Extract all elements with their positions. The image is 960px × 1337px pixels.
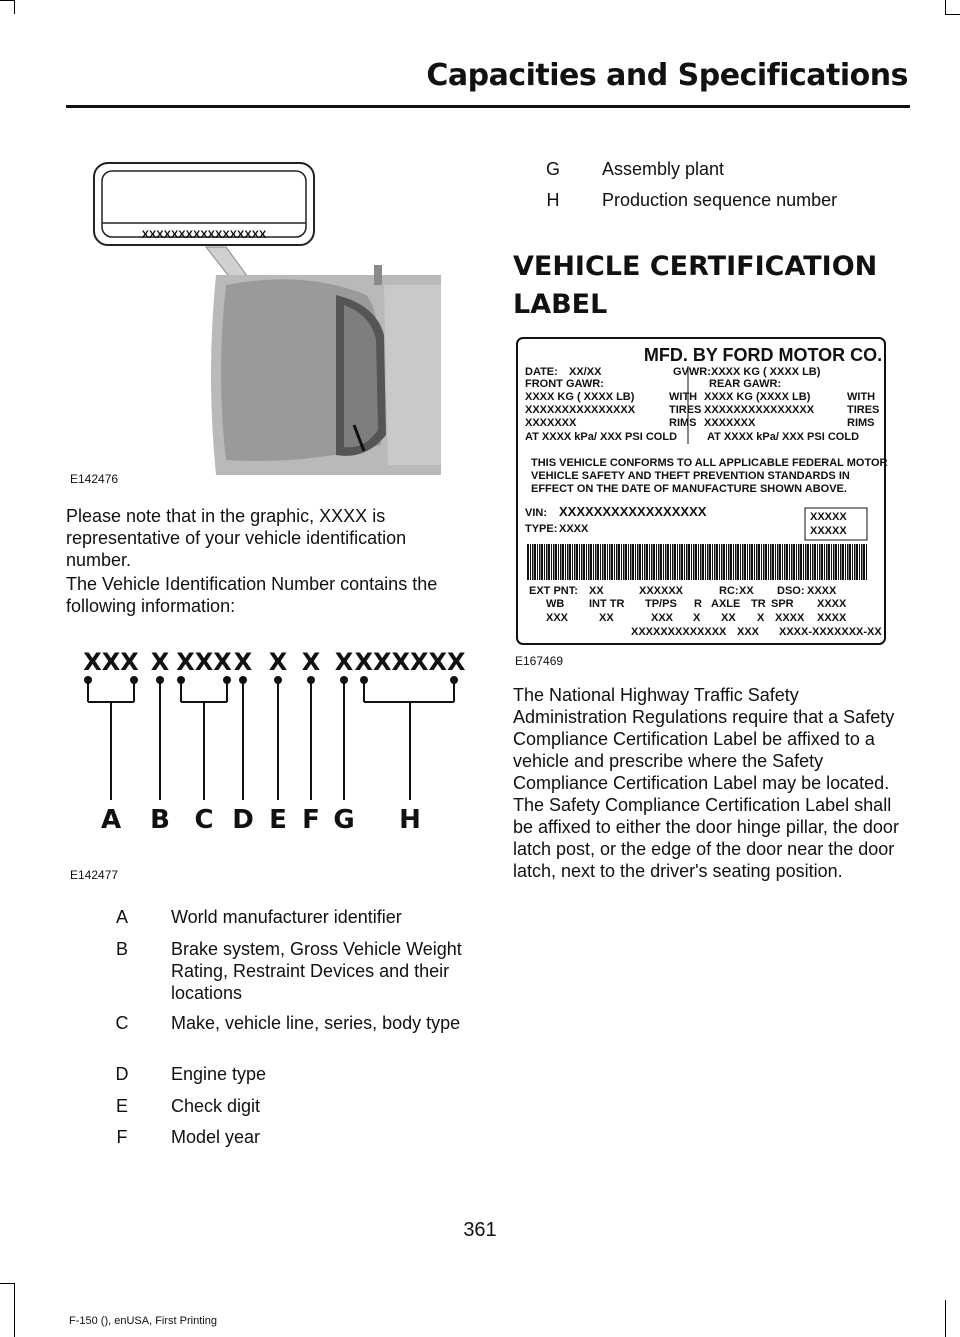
label-text: XX [721,612,736,624]
definition-key: F [116,1127,128,1147]
label-text: THIS VEHICLE CONFORMS TO ALL APPLICABLE FEDERAL MOTOR [531,457,888,469]
label-text: TIRES [847,404,880,416]
label-text: WB [546,598,565,610]
label-text: XXXX KG (XXXX LB) [704,391,811,403]
crop-mark [14,1283,15,1337]
vin-group: X [268,648,288,676]
label-text: VIN: [525,507,547,519]
vin-group: XXXXXX [354,648,466,676]
label-text: RIMS [847,417,875,429]
label-text: RC: [719,585,739,597]
label-text: RIMS [669,417,697,429]
definition-item [115,1063,475,1085]
label-text: XXXXXXXXXXXXXXX [525,404,636,416]
certification-label-figure [513,336,888,666]
crop-mark [14,0,15,14]
label-text: XXXXXXX [525,417,577,429]
certification-label-illustration [513,336,888,648]
label-text: XXXX KG ( XXXX LB) [711,366,821,378]
definition-item [115,906,475,928]
section-body: The National Highway Traffic Safety Administration Regulations require that a Safety Compliance Certification Label be affixed to a vehicle and prescribe where the Safety Compliance Certification Label may be located. The Safety Compliance Certification Label shall be affixed to either the door hinge pillar, the door latch post, or the edge of the door near the door latch, next to the driver's seating position. [513,685,899,881]
label-text: XXX [737,626,760,638]
definition-text: World manufacturer identifier [171,907,402,927]
label-text: REAR GAWR: [709,378,782,390]
crop-mark [0,1283,14,1284]
figure-id: E142477 [70,868,119,882]
vin-group: X [233,648,253,676]
vin-plate-illustration [66,155,446,485]
page-number: 361 [463,1219,497,1241]
definition-item [115,1126,475,1148]
vin-letter: C [194,805,214,835]
label-text: XX [739,585,754,597]
label-text: TR [751,598,766,610]
definition-key: B [115,939,128,959]
vin-breakdown-diagram [66,640,466,860]
label-text: TIRES [669,404,702,416]
vin-breakdown-figure [66,640,466,885]
label-text: XX [599,612,614,624]
label-text: GVWR: [673,366,711,378]
label-text: XXX [546,612,569,624]
label-text: SPR [771,598,794,610]
crop-mark [945,1300,946,1337]
figure-id: E167469 [515,654,564,668]
label-text: XXXXX [810,511,847,523]
label-text: AT XXXX kPa/ XXX PSI COLD [707,431,860,443]
section-heading [513,248,893,324]
intro-paragraph: Please note that in the graphic, XXXX is representative of your vehicle identification number. [66,506,407,570]
barcode [527,544,867,580]
label-text: DSO: [777,585,805,597]
label-text: XXXXXXX [704,417,756,429]
definition-item [546,158,906,180]
vin-tag-text: XXXXXXXXXXXXXXXXX [141,229,267,241]
label-text: XXXXXXXXXXXXX [631,626,727,638]
vin-group: XXX [83,648,139,676]
vin-group: X [150,648,170,676]
definition-key: A [115,907,128,927]
label-text: XXXX [817,612,847,624]
vin-letter: H [399,805,421,835]
label-text: X [693,612,701,624]
vin-letter: F [302,805,320,835]
definition-text: Production sequence number [602,190,838,210]
label-text: XXX [651,612,674,624]
label-text: WITH [847,391,876,403]
label-text: XXXX [817,598,847,610]
definition-item [546,189,906,211]
label-text: XXXXX [810,525,847,537]
header-rule [66,105,910,108]
label-text: XXXX [807,585,837,597]
definition-item [115,938,475,1004]
label-mfd: MFD. BY FORD MOTOR CO. [643,345,883,365]
definition-text: Make, vehicle line, series, body type [171,1013,461,1033]
label-text: INT TR [589,598,625,610]
intro-paragraph: The Vehicle Identification Number contains the following information: [66,574,438,616]
definition-text: Assembly plant [602,159,725,179]
label-text: XXXXXXXXXXXXXXX [704,404,815,416]
definition-text: Model year [171,1127,261,1147]
definition-key: D [115,1064,129,1084]
vin-letter: B [150,805,170,835]
crop-mark [0,0,14,1]
label-text: XXXXXXXXXXXXXXXXX [559,504,707,519]
label-text: X [757,612,765,624]
vin-letter: G [333,805,355,835]
definition-key: H [546,190,560,210]
definition-text: Engine type [171,1064,267,1084]
edition-info: F-150 (), enUSA, First Printing [69,1315,217,1327]
label-text: EXT PNT: [529,585,578,597]
crop-mark [945,0,946,14]
label-text: TYPE: [525,523,558,535]
label-text: XXXXXX [639,585,684,597]
label-text: WITH [669,391,698,403]
label-text: R [694,598,702,610]
crop-mark [945,14,960,15]
vin-letter: D [232,805,254,835]
vin-letter: A [100,805,122,835]
vin-group: XXX [176,648,232,676]
label-text: XXXX-XXXXXXX-XX [779,626,882,638]
label-text: XXXX [775,612,805,624]
figure-id: E142476 [70,472,119,486]
definition-text: Check digit [171,1096,261,1116]
definition-key: C [115,1013,129,1033]
label-text: TP/PS [645,598,677,610]
vin-group: X [334,648,354,676]
definition-text: Brake system, Gross Vehicle Weight Rating, Restraint Devices and their locations [171,939,462,1003]
vin-group: X [301,648,321,676]
label-text: FRONT GAWR: [525,378,604,390]
label-text: VEHICLE SAFETY AND THEFT PREVENTION STANDARDS IN [531,470,850,482]
label-text: AXLE [711,598,741,610]
section-heading-line: VEHICLE CERTIFICATION [513,251,878,282]
label-text: XXXX KG ( XXXX LB) [525,391,635,403]
definition-item [115,1012,475,1056]
vin-plate-figure [66,155,446,485]
page-title: Capacities and Specifications [426,58,908,93]
definition-key: G [546,159,561,179]
label-text: EFFECT ON THE DATE OF MANUFACTURE SHOWN ABOVE. [531,483,847,495]
label-text: DATE: [525,366,558,378]
vin-letter: E [269,805,287,835]
section-heading-line: LABEL [513,289,608,320]
label-text: XX [589,585,604,597]
label-text: XXXX [559,523,589,535]
definition-item [115,1095,475,1117]
label-text: AT XXXX kPa/ XXX PSI COLD [525,431,678,443]
definition-key: E [115,1096,128,1116]
label-text: XX/XX [569,366,602,378]
